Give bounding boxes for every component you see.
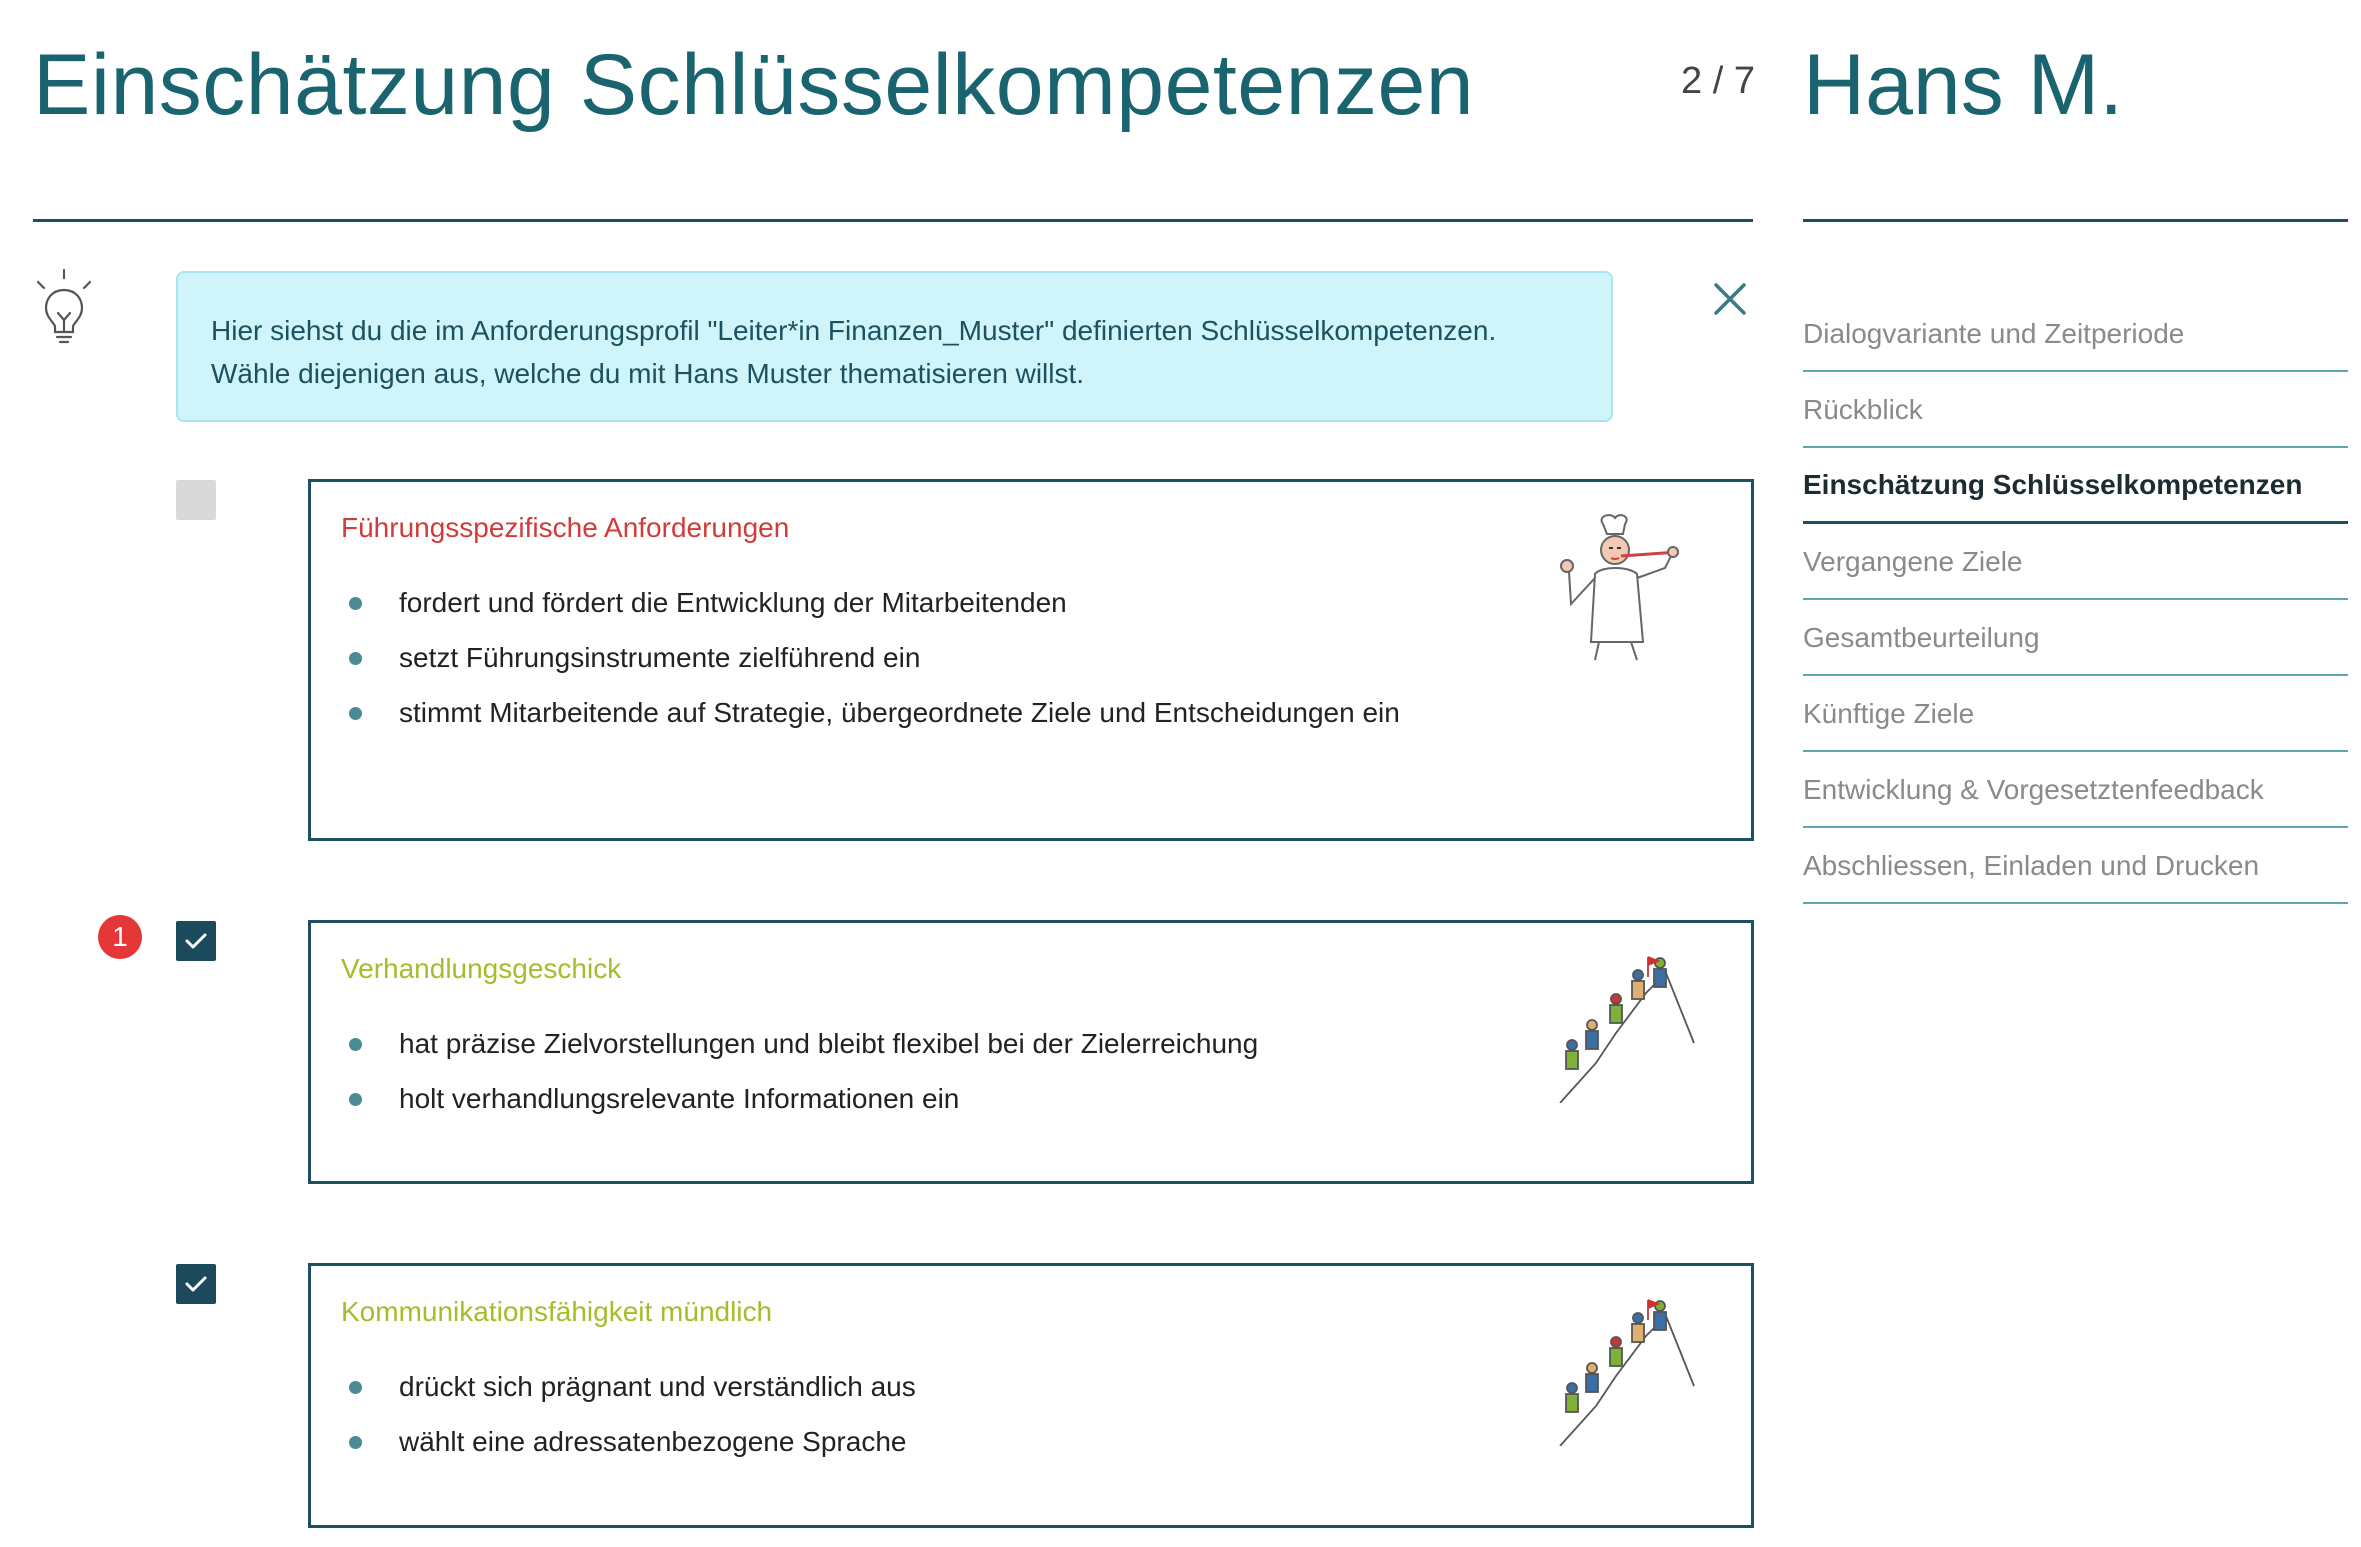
nav-item-label: Abschliessen, Einladen und Drucken — [1803, 850, 2260, 881]
sidebar-divider — [1803, 219, 2348, 222]
competency-list — [341, 1366, 1441, 1476]
competency-checkbox-3[interactable] — [176, 1264, 216, 1304]
info-text-line-2: Wähle diejenigen aus, welche du mit Hans Muster thematisieren willst. — [211, 358, 1085, 389]
nav-item-label: Vergangene Ziele — [1803, 546, 2023, 577]
competency-title: Führungsspezifische Anforderungen — [341, 512, 790, 543]
list-item: stimmt Mitarbeitende auf Strategie, übergeordnete Ziele und Entscheidungen ein — [341, 692, 1401, 734]
list-item: wählt eine adressatenbezogene Sprache — [341, 1421, 1441, 1463]
list-item: drückt sich prägnant und verständlich aus — [341, 1366, 1441, 1408]
competency-checkbox-1[interactable] — [176, 480, 216, 520]
step-navigation — [1803, 296, 2348, 904]
nav-item-dialogvariante[interactable] — [1803, 296, 2348, 372]
climbers-illustration-icon — [1556, 953, 1696, 1103]
nav-item-vergangene-ziele[interactable] — [1803, 524, 2348, 600]
nav-item-label: Dialogvariante und Zeitperiode — [1803, 318, 2185, 349]
employee-name: Hans M. — [1803, 37, 2124, 133]
competency-card-1 — [308, 479, 1754, 841]
list-item: holt verhandlungsrelevante Informationen ein — [341, 1078, 1441, 1120]
competency-list — [341, 1023, 1441, 1133]
nav-item-label: Künftige Ziele — [1803, 698, 1975, 729]
nav-item-label: Rückblick — [1803, 394, 1923, 425]
info-text-line-1: Hier siehst du die im Anforderungsprofil "Leiter*in Finanzen_Muster" definierten Schlüsselkompetenzen. — [211, 315, 1497, 346]
nav-item-schluesselkompetenzen[interactable] — [1803, 448, 2348, 524]
count-badge: 1 — [98, 915, 142, 959]
competency-checkbox-2[interactable] — [176, 921, 216, 961]
lightbulb-icon — [32, 268, 97, 344]
info-banner — [176, 271, 1613, 422]
nav-item-kuenftige-ziele[interactable] — [1803, 676, 2348, 752]
list-item: hat präzise Zielvorstellungen und bleibt flexibel bei der Zielerreichung — [341, 1023, 1441, 1065]
nav-item-label: Entwicklung & Vorgesetztenfeedback — [1803, 774, 2264, 805]
step-counter: 2 / 7 — [1681, 60, 1755, 102]
nav-item-label: Einschätzung Schlüsselkompetenzen — [1803, 469, 2303, 500]
nav-item-gesamtbeurteilung[interactable] — [1803, 600, 2348, 676]
competency-title: Kommunikationsfähigkeit mündlich — [341, 1296, 773, 1327]
list-item: setzt Führungsinstrumente zielführend ein — [341, 637, 1401, 679]
page-title: Einschätzung Schlüsselkompetenzen — [33, 37, 1475, 133]
nav-item-label: Gesamtbeurteilung — [1803, 622, 2040, 653]
competency-card-3 — [308, 1263, 1754, 1528]
list-item: fordert und fördert die Entwicklung der Mitarbeitenden — [341, 582, 1401, 624]
competency-card-2 — [308, 920, 1754, 1184]
nav-item-entwicklung[interactable] — [1803, 752, 2348, 828]
header-divider — [33, 219, 1753, 222]
nav-item-abschliessen[interactable] — [1803, 828, 2348, 904]
check-icon — [184, 930, 208, 952]
chef-illustration-icon — [1551, 512, 1691, 662]
competency-title: Verhandlungsgeschick — [341, 953, 622, 984]
competency-list — [341, 582, 1401, 747]
close-icon[interactable] — [1712, 281, 1748, 317]
nav-item-rueckblick[interactable] — [1803, 372, 2348, 448]
climbers-illustration-icon — [1556, 1296, 1696, 1446]
check-icon — [184, 1273, 208, 1295]
